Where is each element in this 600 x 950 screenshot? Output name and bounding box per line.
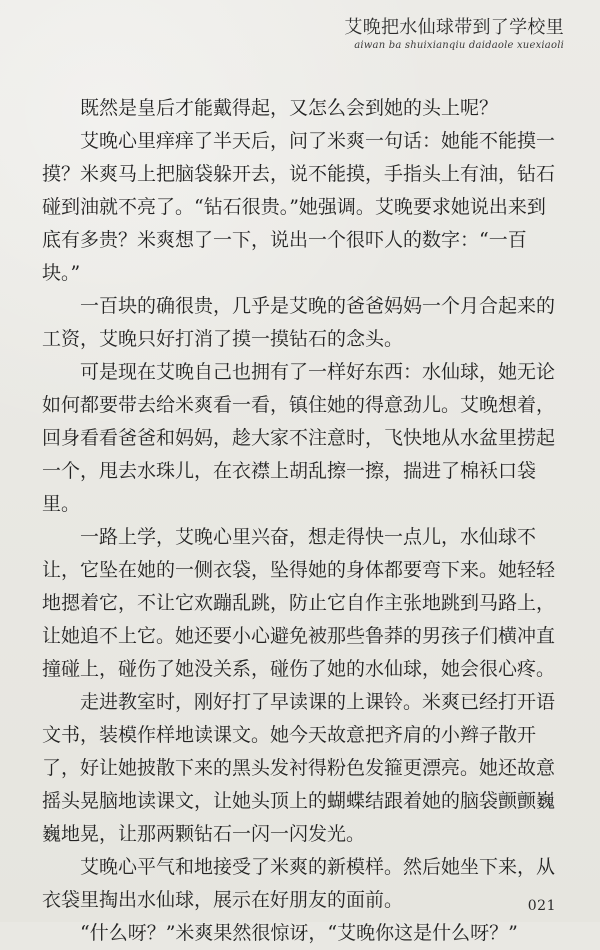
chapter-pinyin: aiwan ba shuixianqiu daidaole xuexiaoli	[354, 40, 564, 51]
paragraph-6: 走进教室时，刚好打了早读课的上课铃。米爽已经打开语文书，装模作样地读课文。她今天故意把齐肩的小辫子散开了，好让她披散下来的黑头发衬得粉色发箍更漂亮。她还故意摇头晃脑地读课文，让她头顶上的蝴蝶结跟着她的脑袋颤颤巍巍地晃，让那两颗钻石一闪一闪发光。	[42, 691, 556, 845]
paragraph-5: 一路上学，艾晚心里兴奋，想走得快一点儿，水仙球不让，它坠在她的一侧衣袋，坠得她的身体都要弯下来。她轻轻地摁着它，不让它欢蹦乱跳，防止它自作主张地跳到马路上，让她追不上它。她还要小心避免被那些鲁莽的男孩子们横冲直撞碰上，碰伤了她没关系，碰伤了她的水仙球，她会很心疼。	[42, 526, 556, 680]
paragraph-2: 艾晚心里痒痒了半天后，问了米爽一句话：她能不能摸一摸？米爽马上把脑袋躲开去，说不能摸，手指头上有油，钻石碰到油就不亮了。“钻石很贵。”她强调。艾晚要求她说出来到底有多贵？米爽想了一下，说出一个很吓人的数字：“一百块。”	[42, 130, 556, 284]
paragraph-4: 可是现在艾晚自己也拥有了一样好东西：水仙球，她无论如何都要带去给米爽看一看，镇住她的得意劲儿。艾晚想着，回身看看爸爸和妈妈，趁大家不注意时，飞快地从水盆里捞起一个，甩去水珠儿，在衣襟上胡乱擦一擦，揣进了棉袄口袋里。	[42, 361, 556, 515]
body-text	[42, 92, 560, 950]
paragraph-3: 一百块的确很贵，几乎是艾晚的爸爸妈妈一个月合起来的工资，艾晚只好打消了摸一摸钻石的念头。	[42, 295, 556, 350]
paragraph-8: “什么呀？”米爽果然很惊讶，“艾晚你这是什么呀？”	[80, 922, 518, 944]
running-head	[344, 17, 564, 52]
paragraph-1: 既然是皇后才能戴得起，又怎么会到她的头上呢？	[80, 97, 499, 119]
page-number: 021	[527, 898, 556, 914]
paragraph-7: 艾晚心平气和地接受了米爽的新模样。然后她坐下来，从衣袋里掏出水仙球，展示在好朋友的面前。	[42, 856, 556, 911]
chapter-title: 艾晚把水仙球带到了学校里	[344, 17, 564, 38]
